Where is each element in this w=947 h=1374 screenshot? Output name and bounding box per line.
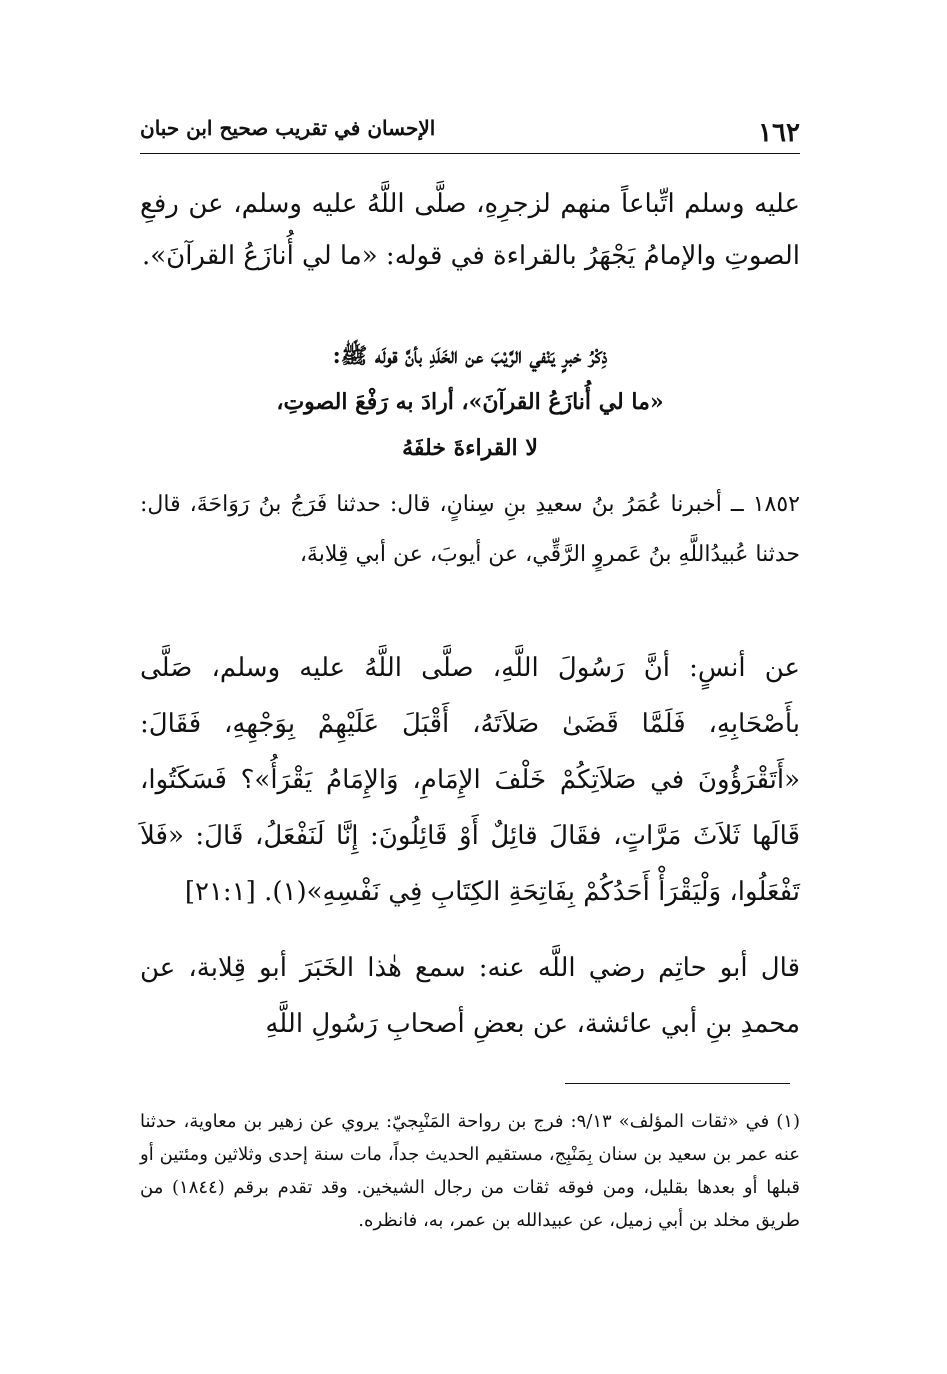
footnote: (١) في «ثقات المؤلف» ٩/١٣: فرج بن رواحة المَنْبِجيّ: يروي عن زهير بن معاوية، حدثنا عنه عمر بن سعيد بن سنان بِمَنْبِج، مستقيم الحديث جداً، مات سنة إحدى وثلاثين ومئتين أو قبلها أو بعدها بقليل، ومن فوقه ثقات من رجال الشيخين. وقد تقدم برقم (١٨٤٤) من طريق مخلد بن أبي زميل، عن عبيدالله بن عمر، به، فانظره. <box>140 1111 800 1231</box>
page-header <box>140 112 800 146</box>
paragraph-continuation: عليه وسلم اتِّباعاً منهم لزجرِهِ، صلَّى اللَّهُ عليه وسلم، عن رفعِ الصوتِ والإمامُ يَجْهَرُ بالقراءة في قوله: «ما لي أُنازَعُ القرآنَ». <box>140 189 800 271</box>
hadith-chain: ١٨٥٢ ــ أخبرنا عُمَرُ بنُ سعيدِ بنِ سِنانٍ، قال: حدثنا فَرَجُ بنُ رَوَاحَةَ، قال: حدثنا عُبيدُاللَّهِ بنُ عَمروٍ الرَّقِّي، عن أيوبَ، عن أبي قِلابةَ، <box>140 492 800 567</box>
chapter-heading <box>140 333 800 471</box>
heading-line-1: ذِكْرُ خبرٍ يَنْفي الرَّيْبَ عن الخَلَدِ بأنَّ قولَه ﷺ: <box>332 343 608 369</box>
commentary-paragraph: قال أبو حاتِم رضي اللَّه عنه: سمع هٰذا الخَبَرَ أبو قِلابة، عن محمدِ بنِ أبي عائشة، عن بعضِ أصحابِ رَسُولِ اللَّهِ <box>140 953 800 1039</box>
heading-line-2: «ما لي أُنازَعُ القرآنَ»، أرادَ به رَفْعَ الصوتِ، <box>276 389 664 415</box>
header-rule <box>140 153 800 154</box>
page-number: ١٦٢ <box>758 118 800 148</box>
heading-line-3: لا القراءةَ خلفَهُ <box>402 435 538 461</box>
running-title: الإحسان في تقريب صحيح ابن حبان <box>140 116 436 140</box>
footnote-rule <box>565 1083 790 1084</box>
hadith-text: عن أنسٍ: أنَّ رَسُولَ اللَّهِ، صلَّى اللَّهُ عليه وسلم، صَلَّى بأَصْحَابِهِ، فَلَمَّا قَضَىٰ صَلاَتَهُ، أَقْبَلَ عَلَيْهِمْ بِوَجْهِهِ، فَقَالَ: «أَتَقْرَؤُونَ في صَلاَتِكُمْ خَلْفَ الإِمَامِ، وَالإِمَامُ يَقْرَأُ»؟ فَسَكَتُوا، قَالَها ثَلاَثَ مَرَّاتٍ، فقَالَ قائِلٌ أَوْ قَائِلُونَ: إِنَّا لَنَفْعَلُ، قَالَ: «فَلاَ تَفْعَلُوا، وَلْيَقْرَأْ أَحَدُكُمْ بِفَاتِحَةِ الكِتَابِ فِي نَفْسِهِ»(١). [٢١:١] <box>140 653 800 907</box>
